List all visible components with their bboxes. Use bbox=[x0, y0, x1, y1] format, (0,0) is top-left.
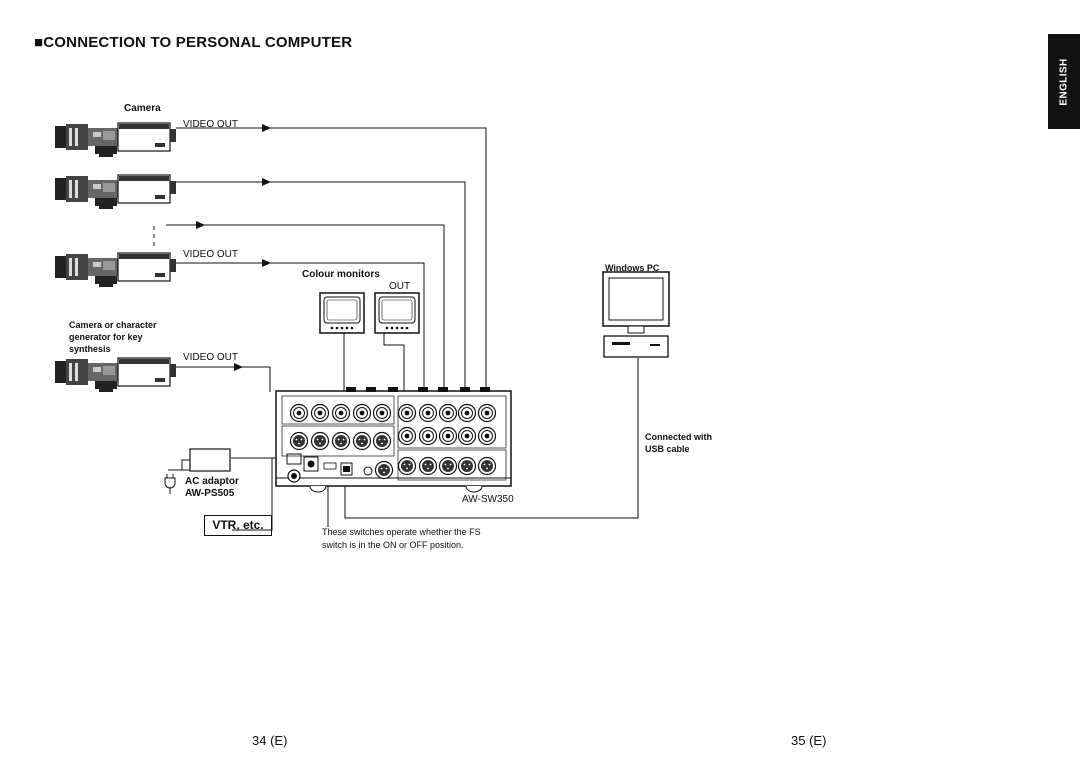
switcher-unit-icon bbox=[276, 387, 511, 492]
ac-adaptor-label: AC adaptor bbox=[185, 476, 239, 487]
usb-label-line-1: Connected with bbox=[645, 432, 712, 442]
fs-note-line-2: switch is in the ON or OFF position. bbox=[322, 540, 464, 550]
out-label: OUT bbox=[389, 281, 411, 292]
language-tab-label: ENGLISH bbox=[1058, 57, 1070, 106]
colour-monitor-1-icon bbox=[320, 293, 364, 333]
colour-monitors-label: Colour monitors bbox=[302, 269, 380, 280]
key-source-camera-icon bbox=[55, 358, 176, 392]
fs-note-line-1: These switches operate whether the FS bbox=[322, 527, 481, 537]
video-out-label-1: VIDEO OUT bbox=[183, 119, 239, 130]
vtr-label: VTR, etc. bbox=[204, 515, 272, 536]
key-source-label-line-2: generator for key bbox=[69, 332, 143, 342]
camera-2-icon bbox=[55, 175, 176, 209]
camera-heading: Camera bbox=[124, 103, 161, 114]
video-out-label-2: VIDEO OUT bbox=[183, 249, 239, 260]
windows-pc-label: Windows PC bbox=[605, 263, 660, 273]
switcher-model-label: AW-SW350 bbox=[462, 494, 514, 505]
key-source-label-line-1: Camera or character bbox=[69, 320, 157, 330]
camera-3-icon bbox=[55, 253, 176, 287]
ac-adaptor-model: AW-PS505 bbox=[185, 488, 235, 499]
page-number-right: 35 (E) bbox=[791, 733, 827, 748]
page-number-left: 34 (E) bbox=[252, 733, 288, 748]
camera-1-icon bbox=[55, 123, 176, 157]
ac-adaptor-icon bbox=[190, 449, 230, 471]
signal-arrows bbox=[196, 124, 271, 371]
usb-label-line-2: USB cable bbox=[645, 444, 690, 454]
windows-pc-icon bbox=[603, 272, 669, 357]
colour-monitor-2-icon bbox=[375, 293, 419, 333]
key-source-label-line-3: synthesis bbox=[69, 344, 111, 354]
page-title: ■CONNECTION TO PERSONAL COMPUTER bbox=[34, 34, 353, 51]
video-out-label-3: VIDEO OUT bbox=[183, 352, 239, 363]
power-plug-icon bbox=[165, 474, 175, 494]
